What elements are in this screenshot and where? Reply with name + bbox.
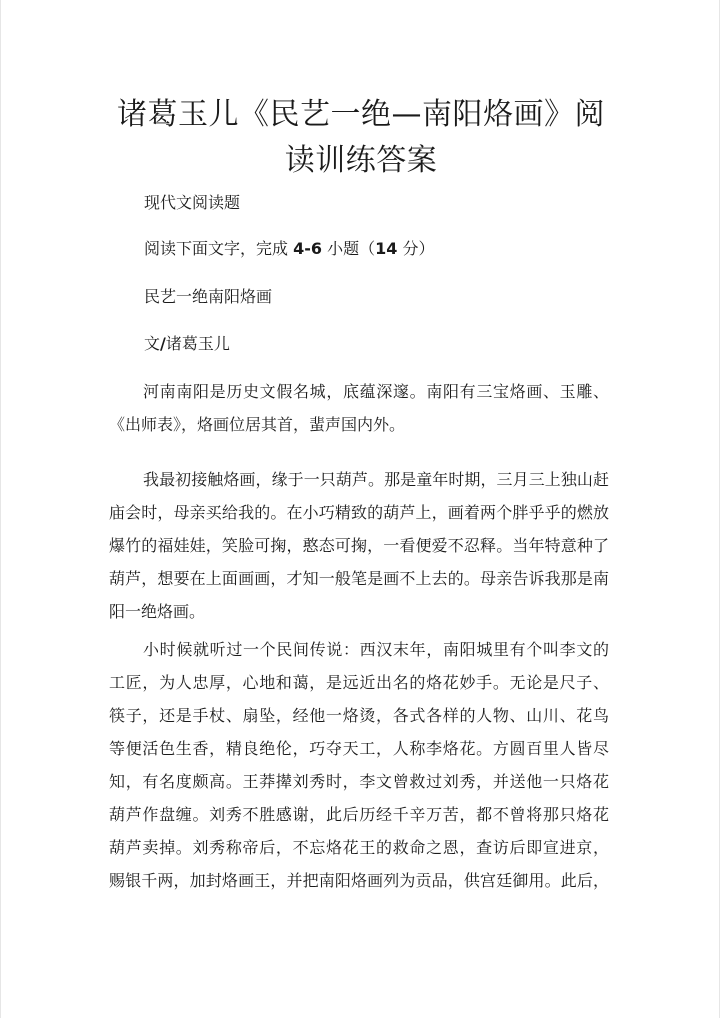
author-name: 诸葛玉儿 <box>165 334 230 353</box>
paragraph-line: 河南南阳是历史文假名城，底蕴深邃。南阳有三宝烙画、玉雕、 <box>143 382 609 401</box>
paragraph-line: 阳一绝烙画。 <box>109 602 206 621</box>
paragraph-line: 筷子，还是手杖、扇坠，经他一烙烫，各式各样的人物、山川、花鸟 <box>109 706 609 725</box>
paragraph-line: 《出师表》，烙画位居其首，蜚声国内外。 <box>109 415 406 434</box>
article-title: 民艺一绝南阳烙画 <box>144 287 273 306</box>
instruction-suffix: 分） <box>402 239 435 258</box>
title-line-2: 读训练答案 <box>284 143 438 178</box>
instruction-range: 4-6 <box>293 239 323 258</box>
instruction-points: 14 <box>375 239 398 258</box>
instruction-line <box>144 238 435 260</box>
paragraph-line: 知，有名度颇高。王莽撵刘秀时，李文曾救过刘秀，并送他一只烙花 <box>109 772 609 791</box>
paragraph-line: 工匠，为人忠厚，心地和蔼，是远近出名的烙花妙手。无论是尺子、 <box>109 673 609 692</box>
title-line-1: 诸葛玉儿《民艺一绝—南阳烙画》阅 <box>117 97 605 132</box>
paragraph-line: 等便活色生香，精良绝伦，巧夺天工，人称李烙花。方圆百里人皆尽 <box>109 739 609 758</box>
paragraph-3 <box>109 639 609 903</box>
paragraph-line: 葫芦作盘缠。刘秀不胜感谢，此后历经千辛万苦，都不曾将那只烙花 <box>109 805 609 824</box>
author-slash: / <box>160 334 166 353</box>
page-title <box>101 92 621 184</box>
instruction-middle: 小题（ <box>327 239 376 258</box>
author-line <box>144 333 230 355</box>
paragraph-line: 爆竹的福娃娃，笑脸可掬，憨态可掬，一看便爱不忍释。当年特意种了 <box>109 536 609 555</box>
instruction-prefix: 阅读下面文字，完成 <box>144 239 289 258</box>
author-prefix: 文 <box>144 334 161 353</box>
paragraph-line: 我最初接触烙画，缘于一只葫芦。那是童年时期，三月三上独山赶 <box>143 470 609 489</box>
section-label: 现代文阅读题 <box>144 193 241 212</box>
paragraph-line: 小时候就听过一个民间传说：西汉末年，南阳城里有个叫李文的 <box>143 640 609 659</box>
paragraph-line: 赐银千两，加封烙画王，并把南阳烙画列为贡品，供宫廷御用。此后， <box>109 871 609 890</box>
paragraph-2 <box>109 469 609 634</box>
paragraph-line: 庙会时，母亲买给我的。在小巧精致的葫芦上，画着两个胖乎乎的燃放 <box>109 503 609 522</box>
paragraph-line: 葫芦卖掉。刘秀称帝后，不忘烙花王的救命之恩，查访后即宣进京， <box>109 838 609 857</box>
paragraph-line: 葫芦，想要在上面画画，才知一般笔是画不上去的。母亲告诉我那是南 <box>109 569 609 588</box>
paragraph-1 <box>109 381 609 447</box>
